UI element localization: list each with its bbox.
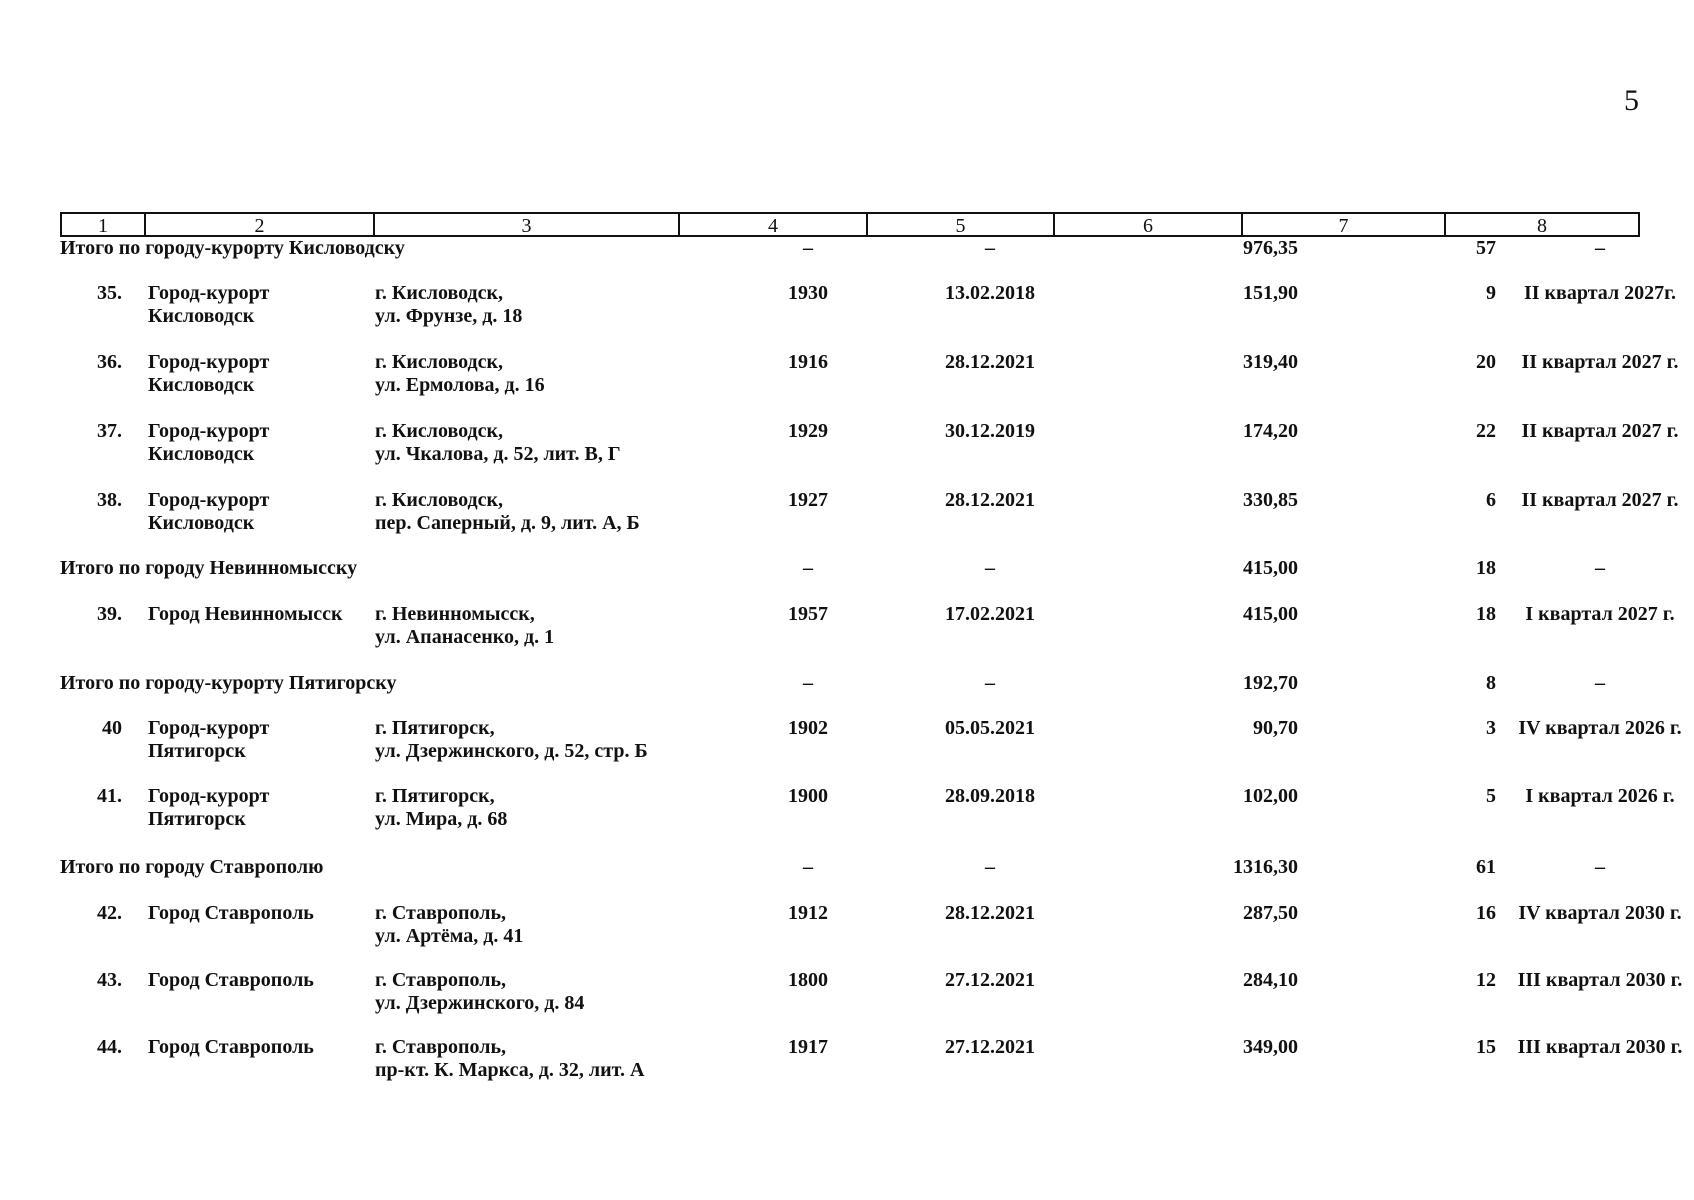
residents-count: 5 bbox=[1486, 785, 1496, 807]
municipality-line-2: Кисловодск bbox=[148, 512, 255, 534]
subtotal-label: Итого по городу-курорту Пятигорску bbox=[60, 672, 397, 694]
subtotal-area: 976,35 bbox=[1243, 237, 1298, 259]
build-year: 1957 bbox=[788, 603, 828, 625]
deadline-period: IV квартал 2026 г. bbox=[1518, 717, 1682, 739]
area-value: 330,85 bbox=[1243, 489, 1298, 511]
subtotal-count: 18 bbox=[1476, 557, 1496, 579]
row-number: 41. bbox=[97, 785, 122, 807]
subtotal-label: Итого по городу-курорту Кисловодску bbox=[60, 237, 405, 259]
decision-date: 13.02.2018 bbox=[945, 282, 1035, 304]
subtotal-col-8: – bbox=[1595, 557, 1605, 579]
decision-date: 17.02.2021 bbox=[945, 603, 1035, 625]
municipality-line-2: Пятигорск bbox=[148, 808, 246, 830]
row-number: 38. bbox=[97, 489, 122, 511]
build-year: 1917 bbox=[788, 1036, 828, 1058]
municipality-line-1: Город-курорт bbox=[148, 351, 270, 373]
header-col-3: 3 bbox=[375, 214, 680, 235]
residents-count: 3 bbox=[1486, 717, 1496, 739]
address bbox=[375, 969, 695, 1015]
municipality bbox=[148, 351, 368, 397]
decision-date: 30.12.2019 bbox=[945, 420, 1035, 442]
address bbox=[375, 1036, 695, 1082]
row-number: 43. bbox=[97, 969, 122, 991]
residents-count: 12 bbox=[1476, 969, 1496, 991]
address-line-2: ул. Артёма, д. 41 bbox=[375, 925, 524, 947]
municipality bbox=[148, 603, 368, 626]
municipality bbox=[148, 969, 368, 992]
row-number: 37. bbox=[97, 420, 122, 442]
address-line-1: г. Кисловодск, bbox=[375, 282, 504, 304]
build-year: 1916 bbox=[788, 351, 828, 373]
residents-count: 6 bbox=[1486, 489, 1496, 511]
address-line-2: ул. Дзержинского, д. 52, стр. Б bbox=[375, 740, 648, 762]
deadline-period: II квартал 2027 г. bbox=[1521, 489, 1679, 511]
address bbox=[375, 603, 695, 649]
municipality-line-2: Кисловодск bbox=[148, 305, 255, 327]
subtotal-col-4: – bbox=[803, 237, 813, 259]
decision-date: 28.09.2018 bbox=[945, 785, 1035, 807]
address-line-2: ул. Ермолова, д. 16 bbox=[375, 374, 545, 396]
header-col-2: 2 bbox=[146, 214, 375, 235]
deadline-period: I квартал 2027 г. bbox=[1525, 603, 1675, 625]
municipality-line-1: Город-курорт bbox=[148, 785, 270, 807]
municipality bbox=[148, 717, 368, 763]
address-line-1: г. Кисловодск, bbox=[375, 489, 504, 511]
municipality bbox=[148, 420, 368, 466]
municipality-line-2: Кисловодск bbox=[148, 443, 255, 465]
municipality-line-1: Город-курорт bbox=[148, 489, 270, 511]
build-year: 1900 bbox=[788, 785, 828, 807]
municipality bbox=[148, 1036, 368, 1059]
subtotal-col-4: – bbox=[803, 557, 813, 579]
decision-date: 28.12.2021 bbox=[945, 489, 1035, 511]
deadline-period: IV квартал 2030 г. bbox=[1518, 902, 1682, 924]
area-value: 349,00 bbox=[1243, 1036, 1298, 1058]
subtotal-col-5: – bbox=[985, 672, 995, 694]
area-value: 90,70 bbox=[1253, 717, 1298, 739]
subtotal-col-5: – bbox=[985, 856, 995, 878]
deadline-period: II квартал 2027г. bbox=[1523, 282, 1677, 304]
address bbox=[375, 351, 695, 397]
area-value: 415,00 bbox=[1243, 603, 1298, 625]
municipality bbox=[148, 489, 368, 535]
address bbox=[375, 282, 695, 328]
subtotal-area: 415,00 bbox=[1243, 557, 1298, 579]
residents-count: 15 bbox=[1476, 1036, 1496, 1058]
address-line-2: ул. Дзержинского, д. 84 bbox=[375, 992, 585, 1014]
area-value: 319,40 bbox=[1243, 351, 1298, 373]
area-value: 287,50 bbox=[1243, 902, 1298, 924]
address-line-1: г. Пятигорск, bbox=[375, 717, 495, 739]
subtotal-col-5: – bbox=[985, 557, 995, 579]
address-line-1: г. Пятигорск, bbox=[375, 785, 495, 807]
area-value: 284,10 bbox=[1243, 969, 1298, 991]
area-value: 102,00 bbox=[1243, 785, 1298, 807]
subtotal-label: Итого по городу Невинномысску bbox=[60, 557, 358, 579]
build-year: 1930 bbox=[788, 282, 828, 304]
subtotal-col-5: – bbox=[985, 237, 995, 259]
address-line-1: г. Кисловодск, bbox=[375, 351, 504, 373]
build-year: 1902 bbox=[788, 717, 828, 739]
subtotal-area: 192,70 bbox=[1243, 672, 1298, 694]
build-year: 1912 bbox=[788, 902, 828, 924]
address-line-2: ул. Чкалова, д. 52, лит. В, Г bbox=[375, 443, 621, 465]
address-line-2: ул. Фрунзе, д. 18 bbox=[375, 305, 523, 327]
municipality bbox=[148, 902, 368, 925]
municipality-line-1: Город-курорт bbox=[148, 717, 270, 739]
header-col-5: 5 bbox=[868, 214, 1055, 235]
subtotal-col-8: – bbox=[1595, 672, 1605, 694]
address bbox=[375, 420, 695, 466]
address-line-1: г. Невинномысск, bbox=[375, 603, 535, 625]
address-line-1: г. Ставрополь, bbox=[375, 902, 507, 924]
header-col-4: 4 bbox=[680, 214, 868, 235]
residents-count: 20 bbox=[1476, 351, 1496, 373]
subtotal-label: Итого по городу Ставрополю bbox=[60, 856, 324, 878]
address bbox=[375, 785, 695, 831]
address-line-2: ул. Мира, д. 68 bbox=[375, 808, 508, 830]
row-number: 44. bbox=[97, 1036, 122, 1058]
build-year: 1800 bbox=[788, 969, 828, 991]
residents-count: 18 bbox=[1476, 603, 1496, 625]
residents-count: 22 bbox=[1476, 420, 1496, 442]
deadline-period: III квартал 2030 г. bbox=[1517, 969, 1683, 991]
header-col-8: 8 bbox=[1537, 215, 1547, 237]
municipality-line-1: Город Невинномысск bbox=[148, 603, 343, 625]
address bbox=[375, 717, 695, 763]
address-line-2: пр-кт. К. Маркса, д. 32, лит. А bbox=[375, 1059, 645, 1081]
header-col-6: 6 bbox=[1055, 214, 1243, 235]
deadline-period: II квартал 2027 г. bbox=[1521, 351, 1679, 373]
address-line-1: г. Кисловодск, bbox=[375, 420, 504, 442]
decision-date: 27.12.2021 bbox=[945, 969, 1035, 991]
row-number: 40 bbox=[102, 717, 122, 739]
municipality-line-1: Город Ставрополь bbox=[148, 902, 314, 924]
row-number: 39. bbox=[97, 603, 122, 625]
deadline-period: I квартал 2026 г. bbox=[1525, 785, 1675, 807]
address-line-1: г. Ставрополь, bbox=[375, 969, 507, 991]
decision-date: 05.05.2021 bbox=[945, 717, 1035, 739]
build-year: 1927 bbox=[788, 489, 828, 511]
decision-date: 28.12.2021 bbox=[945, 351, 1035, 373]
decision-date: 27.12.2021 bbox=[945, 1036, 1035, 1058]
decision-date: 28.12.2021 bbox=[945, 902, 1035, 924]
area-value: 151,90 bbox=[1243, 282, 1298, 304]
municipality-line-2: Кисловодск bbox=[148, 374, 255, 396]
municipality-line-1: Город-курорт bbox=[148, 420, 270, 442]
municipality bbox=[148, 282, 368, 328]
subtotal-area: 1316,30 bbox=[1233, 856, 1298, 878]
header-col-1: 1 bbox=[62, 214, 146, 235]
page-number: 5 bbox=[1624, 84, 1639, 117]
subtotal-col-4: – bbox=[803, 856, 813, 878]
deadline-period: II квартал 2027 г. bbox=[1521, 420, 1679, 442]
subtotal-count: 8 bbox=[1486, 672, 1496, 694]
address bbox=[375, 902, 695, 948]
subtotal-count: 57 bbox=[1476, 237, 1496, 259]
address bbox=[375, 489, 695, 535]
municipality-line-1: Город Ставрополь bbox=[148, 969, 314, 991]
address-line-2: ул. Апанасенко, д. 1 bbox=[375, 626, 555, 648]
subtotal-col-8: – bbox=[1595, 856, 1605, 878]
address-line-2: пер. Саперный, д. 9, лит. А, Б bbox=[375, 512, 640, 534]
area-value: 174,20 bbox=[1243, 420, 1298, 442]
residents-count: 16 bbox=[1476, 902, 1496, 924]
build-year: 1929 bbox=[788, 420, 828, 442]
table-header-row bbox=[60, 212, 1640, 237]
subtotal-col-4: – bbox=[803, 672, 813, 694]
municipality-line-1: Город-курорт bbox=[148, 282, 270, 304]
header-col-7: 7 bbox=[1243, 214, 1446, 235]
municipality-line-1: Город Ставрополь bbox=[148, 1036, 314, 1058]
subtotal-count: 61 bbox=[1476, 856, 1496, 878]
municipality bbox=[148, 785, 368, 831]
row-number: 35. bbox=[97, 282, 122, 304]
municipality-line-2: Пятигорск bbox=[148, 740, 246, 762]
residents-count: 9 bbox=[1486, 282, 1496, 304]
address-line-1: г. Ставрополь, bbox=[375, 1036, 507, 1058]
deadline-period: III квартал 2030 г. bbox=[1517, 1036, 1683, 1058]
row-number: 42. bbox=[97, 902, 122, 924]
subtotal-col-8: – bbox=[1595, 237, 1605, 259]
row-number: 36. bbox=[97, 351, 122, 373]
